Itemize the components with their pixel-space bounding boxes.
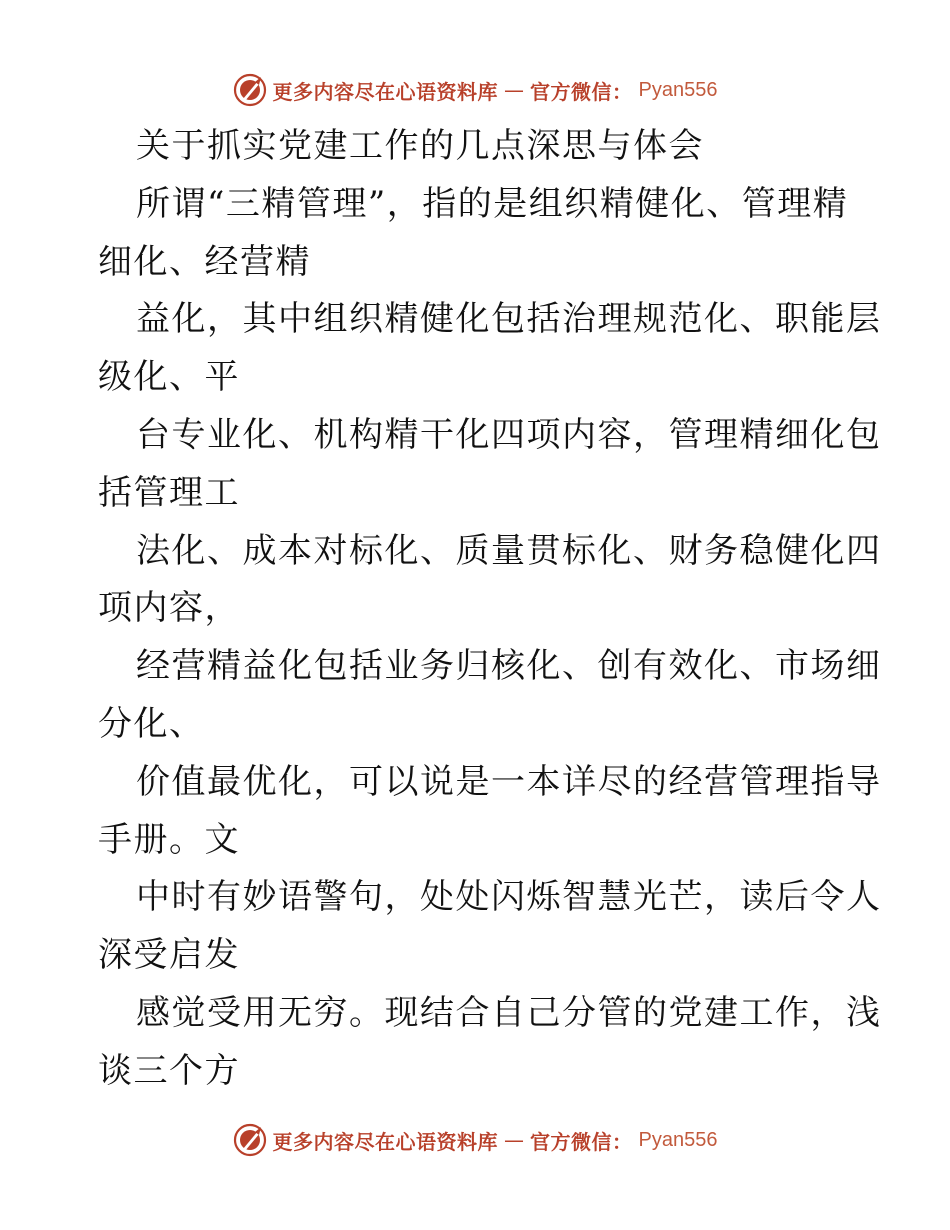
paragraph-line: 法化、成本对标化、质量贯标化、财务稳健化四 <box>136 530 882 571</box>
watermark-separator: — <box>504 1128 525 1152</box>
paragraph-line: 深受启发 <box>98 935 240 976</box>
paragraph-line: 分化、 <box>98 703 205 744</box>
paragraph-line: 谈三个方 <box>98 1050 240 1091</box>
paragraph-line: 经营精益化包括业务归核化、创有效化、市场细 <box>136 646 882 687</box>
paragraph-line: 级化、平 <box>98 357 240 398</box>
paragraph-line: 价值最优化，可以说是一本详尽的经营管理指导 <box>136 761 882 802</box>
paragraph-line: 手册。文 <box>98 819 240 860</box>
watermark-separator: — <box>504 78 525 102</box>
watermark-brand-text: 更多内容尽在心语资料库 <box>272 79 499 104</box>
paragraph-line: 台专业化、机构精干化四项内容，管理精细化包 <box>136 414 882 455</box>
watermark-wechat-label: 官方微信： <box>530 79 633 104</box>
document-body <box>98 118 882 1101</box>
paragraph-line: 感觉受用无穷。现结合自己分管的党建工作，浅 <box>136 992 882 1033</box>
footer-watermark <box>0 1122 950 1158</box>
header-watermark <box>0 72 950 108</box>
watermark-wechat-id: Pyan556 <box>638 1128 718 1151</box>
quill-pen-logo-icon <box>233 1123 267 1157</box>
quill-pen-logo-icon <box>233 73 267 107</box>
paragraph-line: 所谓“三精管理”，指的是组织精健化、管理精 <box>136 183 849 224</box>
paragraph-line: 括管理工 <box>98 472 240 513</box>
watermark-wechat-label: 官方微信： <box>530 1129 633 1154</box>
paragraph-line: 益化，其中组织精健化包括治理规范化、职能层 <box>136 299 882 340</box>
paragraph-line: 中时有妙语警句，处处闪烁智慧光芒，读后令人 <box>136 877 882 918</box>
watermark-wechat-id: Pyan556 <box>638 78 718 101</box>
document-title: 关于抓实党建工作的几点深思与体会 <box>136 126 704 166</box>
watermark-brand-text: 更多内容尽在心语资料库 <box>272 1129 499 1154</box>
paragraph-line: 细化、经营精 <box>98 241 311 282</box>
paragraph-line: 项内容， <box>98 588 240 629</box>
